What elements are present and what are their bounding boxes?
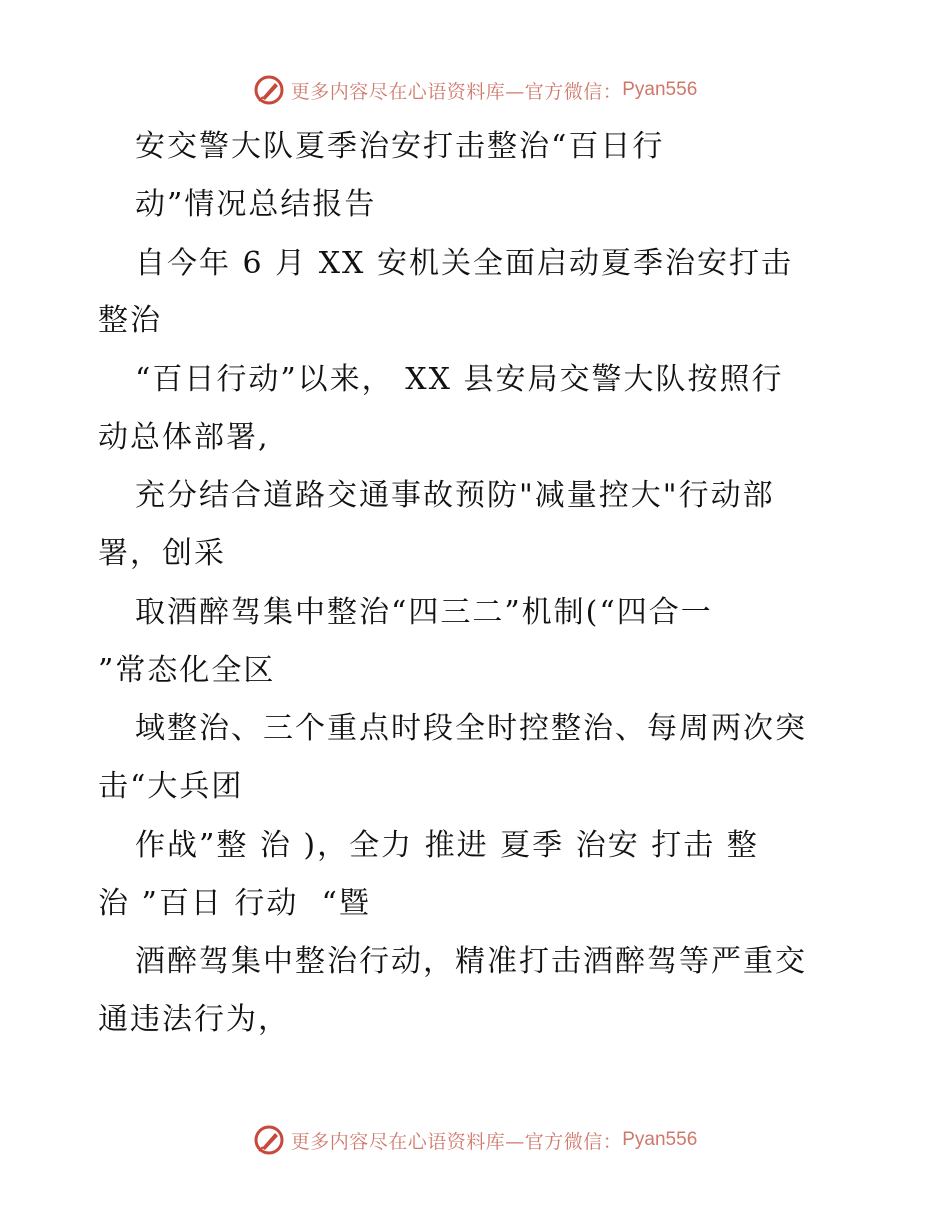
doc-line-15: 酒醉驾集中整治行动，精准打击酒醉驾等严重交 bbox=[135, 944, 807, 979]
doc-line-14: 治 ”百日 行动 “暨 bbox=[98, 886, 371, 921]
header-watermark bbox=[0, 70, 950, 110]
doc-line-7: 充分结合道路交通事故预防"减量控大"行动部 bbox=[135, 478, 775, 513]
quill-logo-icon bbox=[253, 1124, 285, 1156]
doc-line-16: 通违法行为， bbox=[98, 1002, 290, 1037]
footer-watermark bbox=[0, 1120, 950, 1160]
watermark-wechat-id: Pyan556 bbox=[622, 1129, 698, 1150]
watermark-wechat-id: Pyan556 bbox=[622, 79, 698, 100]
watermark-text: 更多内容尽在心语资料库—官方微信： bbox=[290, 1130, 623, 1153]
doc-line-8: 署，创采 bbox=[98, 536, 226, 571]
watermark-text: 更多内容尽在心语资料库—官方微信： bbox=[290, 80, 623, 103]
doc-line-1: 安交警大队夏季治安打击整治“百日行 bbox=[135, 129, 665, 164]
doc-line-9: 取酒醉驾集中整治“四三二”机制(“四合一 bbox=[135, 595, 713, 630]
doc-line-10: ”常态化全区 bbox=[98, 653, 276, 688]
quill-logo-icon bbox=[253, 74, 285, 106]
doc-line-13: 作战”整 治 )，全力 推进 夏季 治安 打击 整 bbox=[135, 828, 759, 863]
doc-line-4: 整治 bbox=[98, 303, 162, 338]
doc-line-6: 动总体部署, bbox=[98, 420, 270, 455]
doc-line-2: 动”情况总结报告 bbox=[135, 187, 377, 222]
doc-line-11: 域整治、三个重点时段全时控整治、每周两次突 bbox=[135, 711, 807, 746]
doc-line-3: 自今年 6 月 XX 安机关全面启动夏季治安打击 bbox=[135, 246, 793, 281]
doc-line-12: 击“大兵团 bbox=[98, 769, 244, 804]
doc-line-5: “百日行动”以来， XX 县安局交警大队按照行 bbox=[135, 362, 784, 397]
